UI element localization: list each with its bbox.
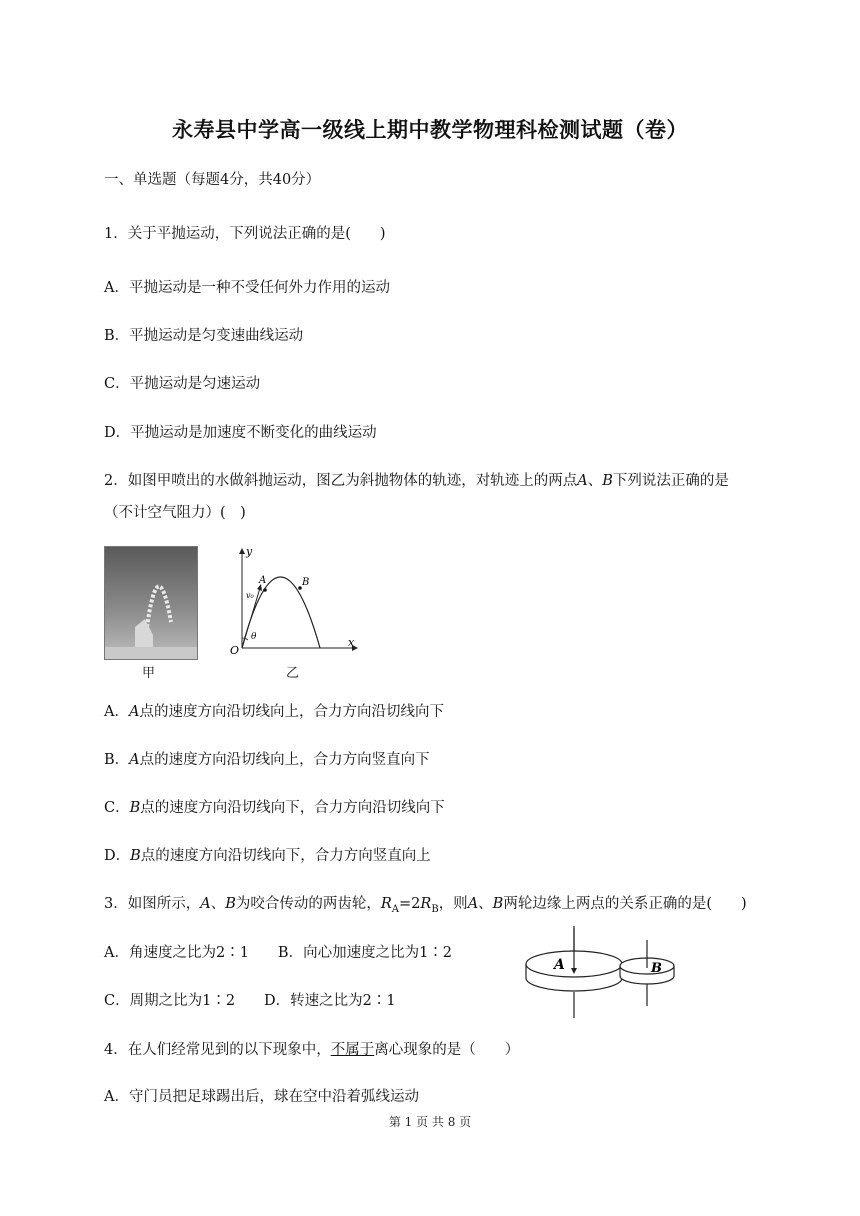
point-a-label: A <box>259 575 267 586</box>
q3-sep: 、 <box>478 896 493 912</box>
q2-option-d <box>104 846 431 866</box>
q3-var-a: A <box>467 896 479 912</box>
q1-option-d: D．平抛运动是加速度不断变化的曲线运动 <box>104 425 377 441</box>
q3-options-row1: A．角速度之比为2∶1 B．向心加速度之比为1∶2 <box>104 945 453 961</box>
q2-stem-text-b: 下列说法正确的是 <box>612 473 729 489</box>
q3-var-b: B <box>492 896 504 912</box>
page-title: 永寿县中学高一级线上期中教学物理科检测试题（卷） <box>172 118 688 142</box>
q2-var-a: A <box>577 473 588 489</box>
option-prefix: B． <box>104 752 130 768</box>
theta-label: θ <box>251 632 257 642</box>
q2-stem-text: 2．如图甲喷出的水做斜抛运动，图乙为斜抛物体的轨迹，对轨迹上的两点 <box>104 473 578 489</box>
q3-stem-text-d: 两轮边缘上两点的关系正确的是( ) <box>503 896 747 912</box>
q3-radius-symbol: R <box>380 896 392 912</box>
option-text: 点的速度方向沿切线向下，合力方向沿切线向下 <box>140 800 445 816</box>
q3-var-b: B <box>225 896 236 912</box>
option-prefix: A． <box>104 704 129 720</box>
question-2-stem-line1 <box>104 471 729 491</box>
q3-radius-symbol: R <box>420 896 432 912</box>
v0-label: v₀ <box>246 591 254 600</box>
gear-b-label: B <box>651 961 662 976</box>
option-var: B <box>130 848 141 864</box>
option-text: 点的速度方向沿切线向下，合力方向竖直向上 <box>140 848 431 864</box>
fountain-photo <box>104 546 198 660</box>
q4-stem-text: 4．在人们经常见到的以下现象中， <box>104 1042 331 1058</box>
question-2-stem-line2: （不计空气阻力）( ) <box>104 505 246 521</box>
question-3-stem <box>104 894 747 920</box>
q4-option-a: A．守门员把足球踢出后，球在空中沿着弧线运动 <box>104 1089 419 1105</box>
q3-options-row2: C．周期之比为1∶2 D．转速之比为2∶1 <box>104 993 396 1009</box>
caption-jia: 甲 <box>142 666 156 681</box>
gear-diagram <box>520 926 685 1018</box>
page-footer: 第 1 页 共 8 页 <box>388 1115 472 1129</box>
q2-sep: 、 <box>587 473 603 489</box>
option-prefix: D． <box>104 848 131 864</box>
option-prefix: C． <box>104 800 130 816</box>
axis-x-label: x <box>348 636 355 649</box>
q3-stem-text: 3．如图所示， <box>104 896 201 912</box>
q2-option-a <box>104 702 444 722</box>
axis-y-label: y <box>246 546 253 558</box>
trajectory-diagram <box>228 546 358 658</box>
question-1-stem: 1．关于平抛运动，下列说法正确的是( ) <box>104 226 386 242</box>
q3-var-a: A <box>200 896 211 912</box>
q1-option-a: A．平抛运动是一种不受任何外力作用的运动 <box>104 280 390 296</box>
q2-var-b: B <box>602 473 613 489</box>
option-text: 点的速度方向沿切线向上，合力方向沿切线向下 <box>139 704 444 720</box>
q1-option-b: B．平抛运动是匀变速曲线运动 <box>104 328 304 344</box>
q4-stem-text-b: 离心现象的是（ ） <box>374 1042 520 1058</box>
q3-equation: =2 <box>399 896 421 912</box>
q1-option-c: C．平抛运动是匀速运动 <box>104 376 261 392</box>
q2-option-c <box>104 798 445 818</box>
gear-a-label: A <box>554 957 565 973</box>
option-var: B <box>129 800 141 816</box>
q3-sub-b: B <box>431 903 439 915</box>
q2-option-b <box>104 750 430 770</box>
q3-stem-text-c: ，则 <box>438 896 468 912</box>
origin-label: O <box>230 644 240 657</box>
question-4-stem <box>104 1040 519 1060</box>
caption-yi: 乙 <box>286 666 300 681</box>
option-var: A <box>129 752 140 768</box>
option-var: A <box>128 704 140 720</box>
section-heading: 一、单选题（每题4分，共40分） <box>104 172 321 188</box>
point-b-label: B <box>302 577 310 588</box>
q3-stem-text-b: 为咬合传动的两齿轮， <box>235 896 381 912</box>
q4-underlined-text: 不属于 <box>330 1042 375 1058</box>
q3-sep: 、 <box>210 896 226 912</box>
fountain-photo-drawing <box>105 547 197 659</box>
q3-sub-a: A <box>391 903 400 915</box>
option-text: 点的速度方向沿切线向上，合力方向竖直向下 <box>139 752 430 768</box>
